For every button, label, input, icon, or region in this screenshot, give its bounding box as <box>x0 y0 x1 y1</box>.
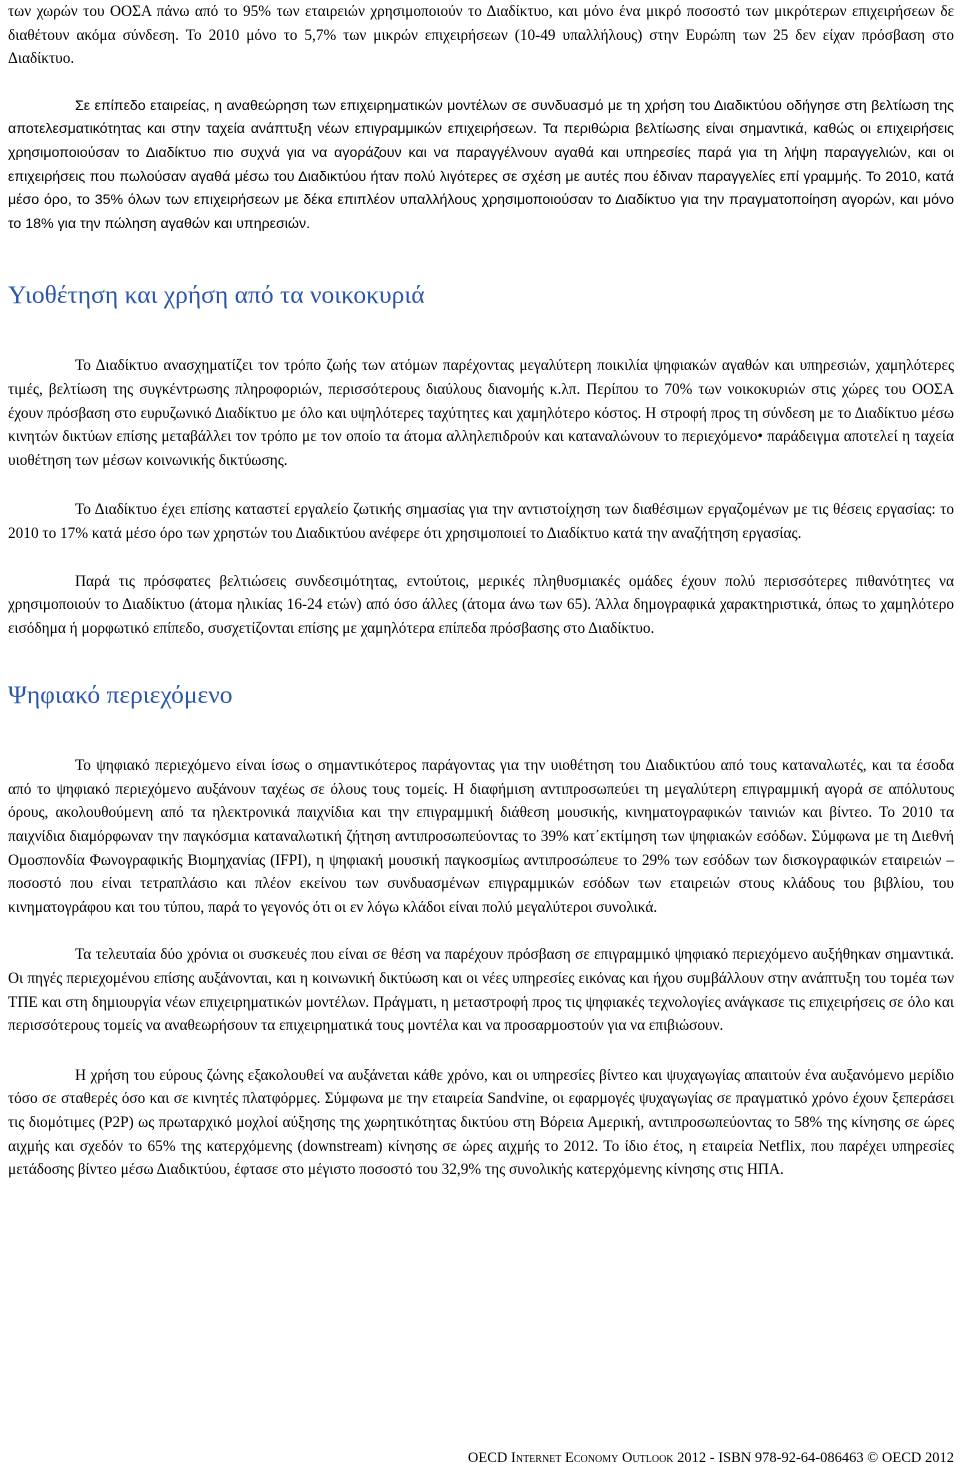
section-heading-households: Υιοθέτηση και χρήση από τα νοικοκυριά <box>8 280 425 310</box>
paragraph-enterprise-access: των χωρών του ΟΟΣΑ πάνω από το 95% των εταιρειών χρησιμοποιούν το Διαδίκτυο, και μόνο ένα μικρό ποσοστό των μικρότερων επιχειρήσεων δε διαθέτουν ακόμα σύνδεση. Το 2010 μόνο το 5,7% των μικρών επιχειρήσεων (10-49 υπαλλήλους) στην Ευρώπη των 25 δεν είχαν πρόσβαση στο Διαδίκτυο. <box>8 3 954 68</box>
paragraph-households-jobs: Το Διαδίκτυο έχει επίσης καταστεί εργαλείο ζωτικής σημασίας για την αντιστοίχηση των διαθέσιμων εργαζομένων με τις θέσεις εργασίας: το 2010 το 17% κατά μέσο όρο των χρηστών του Διαδικτύου ανέφερε ότι χρησιμοποιεί το Διαδίκτυο κατά την αναζήτηση εργασίας. <box>8 501 954 542</box>
paragraph-digital-bandwidth: Η χρήση του εύρους ζώνης εξακολουθεί να αυξάνεται κάθε χρόνο, και οι υπηρεσίες βίντεο και ψυχαγωγίας απαιτούν ένα αυξανόμενο μερίδιο τόσο σε σταθερές όσο και σε κινητές πλατφόρμες. Σύμφωνα με την εταιρεία Sandvine, οι εφαρμογές ψυχαγωγίας σε πραγματικό χρόνο έχουν ξεπεράσει τις διομότιμες (P2P) ως πρωταρχικό μοχλοί αύξησης της χωρητικότητας δικτύου στη Βόρεια Αμερική, αντιπροσωπεύοντας το 58% της κίνησης σε ώρες αιχμής και σχεδόν το 65% της κατερχόμενης (downstream) κίνησης σε ώρες αιχμής το 2012. Το ίδιο έτος, η εταιρεία Netflix, που παρέχει υπηρεσίες μετάδοσης βίντεο μέσω Διαδικτύου, έφτασε στο μέγιστο ποσοστό του 32,9% της συνολικής κατερχόμενης κίνησης στις ΗΠΑ. <box>8 1066 954 1179</box>
paragraph-households-lifestyle: Το Διαδίκτυο ανασχηματίζει τον τρόπο ζωής των ατόμων παρέχοντας μεγαλύτερη ποικιλία ψηφιακών αγαθών και υπηρεσιών, χαμηλότερες τιμές, βελτίωση της συγκέντρωσης πληροφοριών, περισσότερους διαύλους διανομής κ.λπ. Περίπου το 70% των νοικοκυριών στις χώρες του ΟΟΣΑ έχουν πρόσβαση στο ευρυζωνικό Διαδίκτυο με όλο και υψηλότερες ταχύτητες και χαμηλότερο κόστος. Η στροφή προς τη σύνδεση με το Διαδίκτυο μέσω κινητών δικτύων επίσης μεταβάλλει τον τρόπο με τον οποίο τα άτομα αλληλεπιδρούν και καταναλώνουν το περιεχόμενο• παράδειγμα αποτελεί η ταχεία υιοθέτηση των μέσων κοινωνικής δικτύωσης. <box>8 357 954 469</box>
section-heading-digital-content: Ψηφιακό περιεχόμενο <box>8 680 233 710</box>
paragraph-digital-revenue: Το ψηφιακό περιεχόμενο είναι ίσως ο σημαντικότερος παράγοντας για την υιοθέτηση του Διαδικτύου από τους καταναλωτές, και τα έσοδα από το ψηφιακό περιεχόμενο αυξάνουν ταχέως σε όλους τους τομείς. Η διαφήμιση αντιπροσωπεύει τη μεγαλύτερη επιγραμμική αγορά σε απόλυτους όρους, ακολουθούμενη από τα ηλεκτρονικά παιχνίδια και την επιγραμμική διάθεση μουσικής, κινηματογραφικών ταινιών και βίντεο. Το 2010 τα παιχνίδια διαμόρφωναν την παγκόσμια καταναλωτική ζήτηση αντιπροσωπεύοντας το 39% κατ΄εκτίμηση των ψηφιακών εσόδων. Σύμφωνα με τη Διεθνή Ομοσπονδία Φωνογραφικής Βιομηχανίας (IFPI), η ψηφιακή μουσική παγκοσμίως αντιπροσώπευε το 29% των εσόδων των δισκογραφικών εταιρειών –ποσοστό που είναι τετραπλάσιο και πλέον εκείνου των συνδυασμένων επιγραμμικών εσόδων των εταιρειών στους κλάδους του βιβλίου, του κινηματογράφου και του τύπου, παρά το γεγονός ότι οι εν λόγω κλάδοι είναι πολύ μεγαλύτεροι συνολικά. <box>8 757 954 916</box>
document-page <box>8 0 954 1182</box>
page-footer: OECD Internet Economy Outlook 2012 - ISBN 978-92-64-086463 © OECD 2012 <box>467 1450 954 1466</box>
paragraph-digital-devices: Τα τελευταία δύο χρόνια οι συσκευές που είναι σε θέση να παρέχουν πρόσβαση σε επιγραμμικό ψηφιακό περιεχόμενο αυξήθηκαν σημαντικά. Οι πηγές περιεχομένου επίσης αυξάνονται, και η κοινωνική δικτύωση και οι νέες υπηρεσίες εικόνας και ήχου συμβάλλουν στην ανάπτυξη του τομέα των ΤΠΕ και στη δημιουργία νέων επιχειρηματικών μοντέλων. Πράγματι, η μεταστροφή προς τις ψηφιακές τεχνολογίες ανάγκασε τις επιχειρήσεις σε όλο και περισσότερους τομείς να αναθεωρήσουν τα επιχειρηματικά τους μοντέλα και να προσαρμοστούν για να επιβιώσουν. <box>8 946 954 1035</box>
paragraph-households-demographics: Παρά τις πρόσφατες βελτιώσεις συνδεσιμότητας, εντούτοις, μερικές πληθυσμιακές ομάδες έχουν πολύ περισσότερες πιθανότητες να χρησιμοποιούν το Διαδίκτυο (άτομα ηλικίας 16-24 ετών) από όσο άλλες (άτομα άνω των 65). Άλλα δημογραφικά χαρακτηριστικά, όπως το χαμηλότερο εισόδημα ή μορφωτικό επίπεδο, συσχετίζονται επίσης με χαμηλότερα επίπεδα πρόσβασης στο Διαδίκτυο. <box>8 572 954 637</box>
paragraph-business-models: Σε επίπεδο εταιρείας, η αναθεώρηση των επιχειρηματικών μοντέλων σε συνδυασμό με τη χρήση του Διαδικτύου οδήγησε στη βελτίωση της αποτελεσματικότητας και στην ταχεία ανάπτυξη νέων επιγραμμικών επιχειρήσεων. Τα περιθώρια βελτίωσης είναι σημαντικά, καθώς οι επιχειρήσεις χρησιμοποιούσαν το Διαδίκτυο πιο συχνά για να αγοράζουν και να παραγγέλνουν αγαθά και υπηρεσίες παρά για τη λήψη παραγγελιών, και οι επιχειρήσεις που πωλούσαν αγαθά μέσω του Διαδικτύου ήταν πολύ λιγότερες σε σχέση με αυτές που έδιναν παραγγελίες επί γραμμής. Το 2010, κατά μέσο όρο, το 35% όλων των επιχειρήσεων με δέκα επιπλέον υπαλλήλους χρησιμοποιούσαν το Διαδίκτυο για την πραγματοποίηση αγορών, και μόνο το 18% για την πώληση αγαθών και υπηρεσιών. <box>8 97 954 232</box>
